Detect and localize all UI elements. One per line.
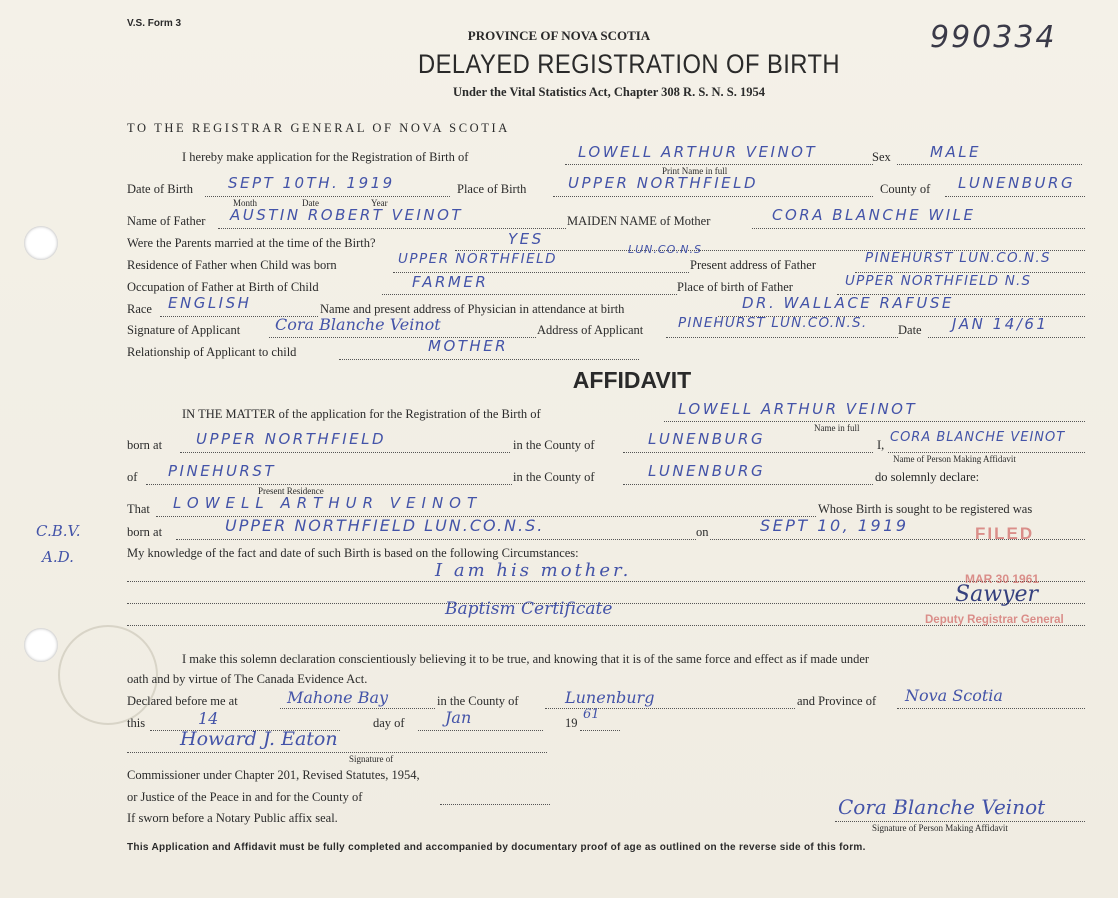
residence-county-value: LUNENBURG [648, 462, 766, 480]
i-label: I, [877, 438, 885, 452]
in-county-label-3: in the County of [437, 694, 519, 708]
date-signed-label: Date [898, 323, 922, 337]
addressee: TO THE REGISTRAR GENERAL OF NOVA SCOTIA [127, 121, 510, 135]
deponent-signature: Cora Blanche Veinot [838, 795, 1046, 819]
on-label: on [696, 525, 709, 539]
month-label: Month [233, 198, 258, 208]
born-at-label-2: born at [127, 525, 163, 539]
res-father-label: Residence of Father when Child was born [127, 258, 337, 272]
that-name-value: LOWELL ARTHUR VEINOT [173, 494, 483, 512]
province-label: and Province of [797, 694, 877, 708]
year-label: Year [371, 198, 388, 208]
race-value: ENGLISH [168, 294, 252, 312]
declare-label: do solemnly declare: [875, 470, 980, 484]
mother-label: MAIDEN NAME of Mother [567, 214, 711, 228]
year-prefix-label: 19 [565, 716, 578, 730]
county-value: LUNENBURG [958, 174, 1076, 192]
signature-label: Signature of Applicant [127, 323, 241, 337]
father-value: AUSTIN ROBERT VEINOT [230, 206, 464, 224]
day-value: 14 [198, 709, 219, 728]
in-county-label-2: in the County of [513, 470, 595, 484]
deputy-signature: Sawyer [955, 582, 1038, 607]
form-subtitle: Under the Vital Statistics Act, Chapter 308 R. S. N. S. 1954 [452, 85, 766, 99]
father-birthplace-value: UPPER NORTHFIELD N.S [845, 273, 1032, 289]
commissioner-label: Commissioner under Chapter 201, Revised Statutes, 1954, [127, 768, 420, 782]
footer-note: This Application and Affidavit must be fully completed and accompanied by documentary proof of age as outlined on the reverse side of this form. [127, 842, 866, 853]
born-at-label: born at [127, 438, 163, 452]
punch-hole-bottom [24, 628, 58, 662]
deponent-sig-label: Signature of Person Making Affidavit [872, 823, 1008, 833]
deponent-value: CORA BLANCHE VEINOT [890, 430, 1066, 445]
married-value: YES [508, 230, 544, 248]
res-father-note: LUN.CO.N.S [628, 243, 703, 256]
born-on-value: SEPT 10, 1919 [760, 516, 909, 535]
born-at-2-value: UPPER NORTHFIELD LUN.CO.N.S. [225, 516, 545, 535]
child-name-value: LOWELL ARTHUR VEINOT [578, 143, 818, 161]
month-value: Jan [445, 708, 472, 727]
declared-county-value: Lunenburg [565, 688, 655, 707]
notary-label: If sworn before a Notary Public affix seal. [127, 811, 338, 825]
present-addr-value: PINEHURST LUN.CO.N.S [865, 250, 1051, 266]
of-label: of [127, 470, 138, 484]
relationship-value: MOTHER [428, 337, 509, 355]
sex-label: Sex [872, 150, 891, 164]
print-name-label: Print Name in full [662, 166, 728, 176]
residence-value: PINEHURST [168, 462, 277, 480]
justice-label: or Justice of the Peace in and for the County of [127, 790, 363, 804]
affidavit-heading: AFFIDAVIT [572, 367, 692, 393]
registration-number: 990334 [930, 20, 1057, 55]
declared-at-value: Mahone Bay [287, 688, 389, 707]
mother-value: CORA BLANCHE WILE [772, 206, 976, 224]
matter-label: IN THE MATTER of the application for the Registration of the Birth of [182, 407, 541, 421]
applicant-signature: Cora Blanche Veinot [275, 315, 441, 334]
solemn-label-1: I make this solemn declaration conscientiously believing it to be true, and knowing that it is of the same force and effect as if made under [182, 652, 870, 666]
signature-of-label: Signature of [349, 754, 394, 764]
applicant-addr-value: PINEHURST LUN.CO.N.S. [678, 315, 868, 331]
father-birthplace-label: Place of birth of Father [677, 280, 793, 294]
application-label: I hereby make application for the Registration of Birth of [182, 150, 469, 164]
res-father-value: UPPER NORTHFIELD [398, 251, 558, 267]
county-label: County of [880, 182, 931, 196]
applicant-addr-label: Address of Applicant [537, 323, 644, 337]
day-of-label: day of [373, 716, 405, 730]
date-label: Date [302, 198, 319, 208]
filed-stamp: FILED [975, 524, 1035, 543]
father-label: Name of Father [127, 214, 206, 228]
born-county-value: LUNENBURG [648, 430, 766, 448]
affidavit-child-name: LOWELL ARTHUR VEINOT [678, 400, 918, 418]
born-at-value: UPPER NORTHFIELD [196, 430, 387, 448]
knowledge-label: My knowledge of the fact and date of such Birth is based on the following Circumstances: [127, 546, 579, 560]
name-in-full-label: Name in full [814, 423, 860, 433]
declared-label: Declared before me at [127, 694, 238, 708]
occupation-label: Occupation of Father at Birth of Child [127, 280, 319, 294]
residence-label: Present Residence [258, 486, 324, 496]
margin-note-2: A.D. [42, 548, 74, 566]
solemn-label-2: oath and by virtue of The Canada Evidence Act. [127, 672, 368, 686]
place-label: Place of Birth [457, 182, 527, 196]
married-label: Were the Parents married at the time of the Birth? [127, 236, 376, 250]
declared-province-value: Nova Scotia [905, 686, 1003, 705]
whose-label: Whose Birth is sought to be registered was [818, 502, 1033, 516]
deponent-label: Name of Person Making Affidavit [893, 454, 1016, 464]
physician-value: DR. WALLACE RAFUSE [742, 294, 954, 312]
race-label: Race [127, 302, 152, 316]
form-number: V.S. Form 3 [127, 18, 182, 29]
deputy-registrar-stamp: Deputy Registrar General [925, 614, 1064, 626]
occupation-value: FARMER [412, 273, 489, 291]
stamp-date: MAR 30 1961 [965, 572, 1040, 586]
place-value: UPPER NORTHFIELD [568, 174, 759, 192]
sex-value: MALE [930, 143, 982, 161]
circumstance-2: Baptism Certificate [445, 599, 613, 619]
in-county-label: in the County of [513, 438, 595, 452]
form-title: DELAYED REGISTRATION OF BIRTH [417, 49, 841, 79]
physician-label: Name and present address of Physician in attendance at birth [320, 302, 625, 316]
dob-label: Date of Birth [127, 182, 193, 196]
date-signed-value: JAN 14/61 [952, 315, 1049, 333]
that-label: That [127, 502, 150, 516]
commissioner-signature: Howard J. Eaton [180, 728, 338, 750]
relationship-label: Relationship of Applicant to child [127, 345, 297, 359]
province-heading: PROVINCE OF NOVA SCOTIA [467, 28, 651, 43]
circumstance-1: I am his mother. [435, 560, 632, 581]
dob-value: SEPT 10TH. 1919 [228, 174, 395, 192]
margin-note-initials: C.B.V. [36, 522, 81, 540]
punch-hole-top [24, 226, 58, 260]
this-label: this [127, 716, 146, 730]
year-value: 61 [583, 707, 600, 722]
present-addr-label: Present address of Father [690, 258, 817, 272]
